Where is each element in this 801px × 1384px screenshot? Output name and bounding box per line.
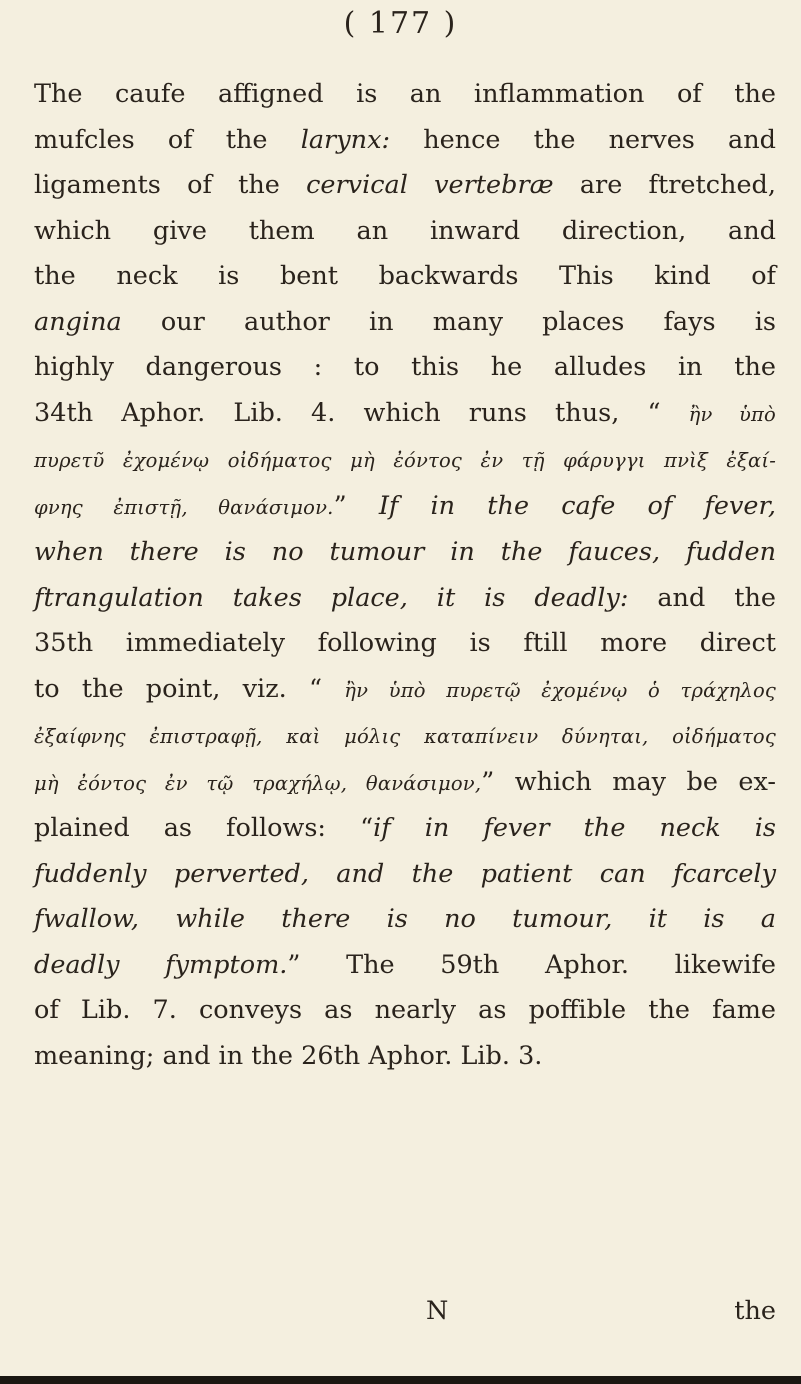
text-line: 35th immediately following is ftill more direct [34,628,776,658]
text-line: fwallow, while there is no tumour, it is a [34,904,776,934]
text-line: the neck is bent backwards This kind of [34,261,776,291]
text-line: meaning; and in the 26th Aphor. Lib. 3. [34,1040,543,1071]
text-line: fuddenly perverted, and the patient can fcarcely [34,858,776,889]
text-line: μὴ ἐόντος ἐν τῷ τραχήλῳ, θανάσιμον,” which may be ex- [34,766,777,797]
body-text [34,72,776,1079]
signature-mark: N [426,1296,449,1326]
page-number: ( 177 ) [343,6,458,41]
text-line: of Lib. 7. conveys as nearly as poffible the fame [34,995,776,1025]
text-line: when there is no tumour in the fauces, fudden [34,537,776,567]
bottom-edge [0,1376,801,1384]
text-line: 34th Aphor. Lib. 4. which runs thus, “ ἢν ὑπὸ [34,397,777,428]
text-line: mufcles of the larynx: hence the nerves and [34,124,776,155]
text-line: The caufe affigned is an inflammation of the [34,79,776,109]
text-line: angina our author in many places fays is [34,306,776,337]
text-line: ἐξαίφνης ἐπιστραφῇ, καὶ μόλις καταπίνειν δύνηται, οἰδήματος [34,725,776,748]
text-line: πυρετῦ ἐχομένῳ οἰδήματος μὴ ἐόντος ἐν τῇ φάρυγγι πνὶξ ἐξαί- [34,449,776,472]
text-line: to the point, viz. “ ἢν ὑπὸ πυρετῷ ἐχομένῳ ὁ τράχηλος [34,673,777,704]
text-line: which give them an inward direction, and [34,215,776,246]
catchword: the [734,1296,776,1326]
text-line: ftrangulation takes place, it is deadly: and the [34,582,776,613]
text-line: deadly fymptom.” The 59th Aphor. likewife [34,949,777,980]
text-line: φνης ἐπιστῇ, θανάσιμον.” If in the cafe of fever, [34,490,776,521]
text-line: highly dangerous : to this he alludes in the [34,352,776,382]
text-line: ligaments of the cervical vertebræ are ftretched, [34,170,776,200]
text-line: plained as follows: “if in fever the neck is [34,813,776,843]
